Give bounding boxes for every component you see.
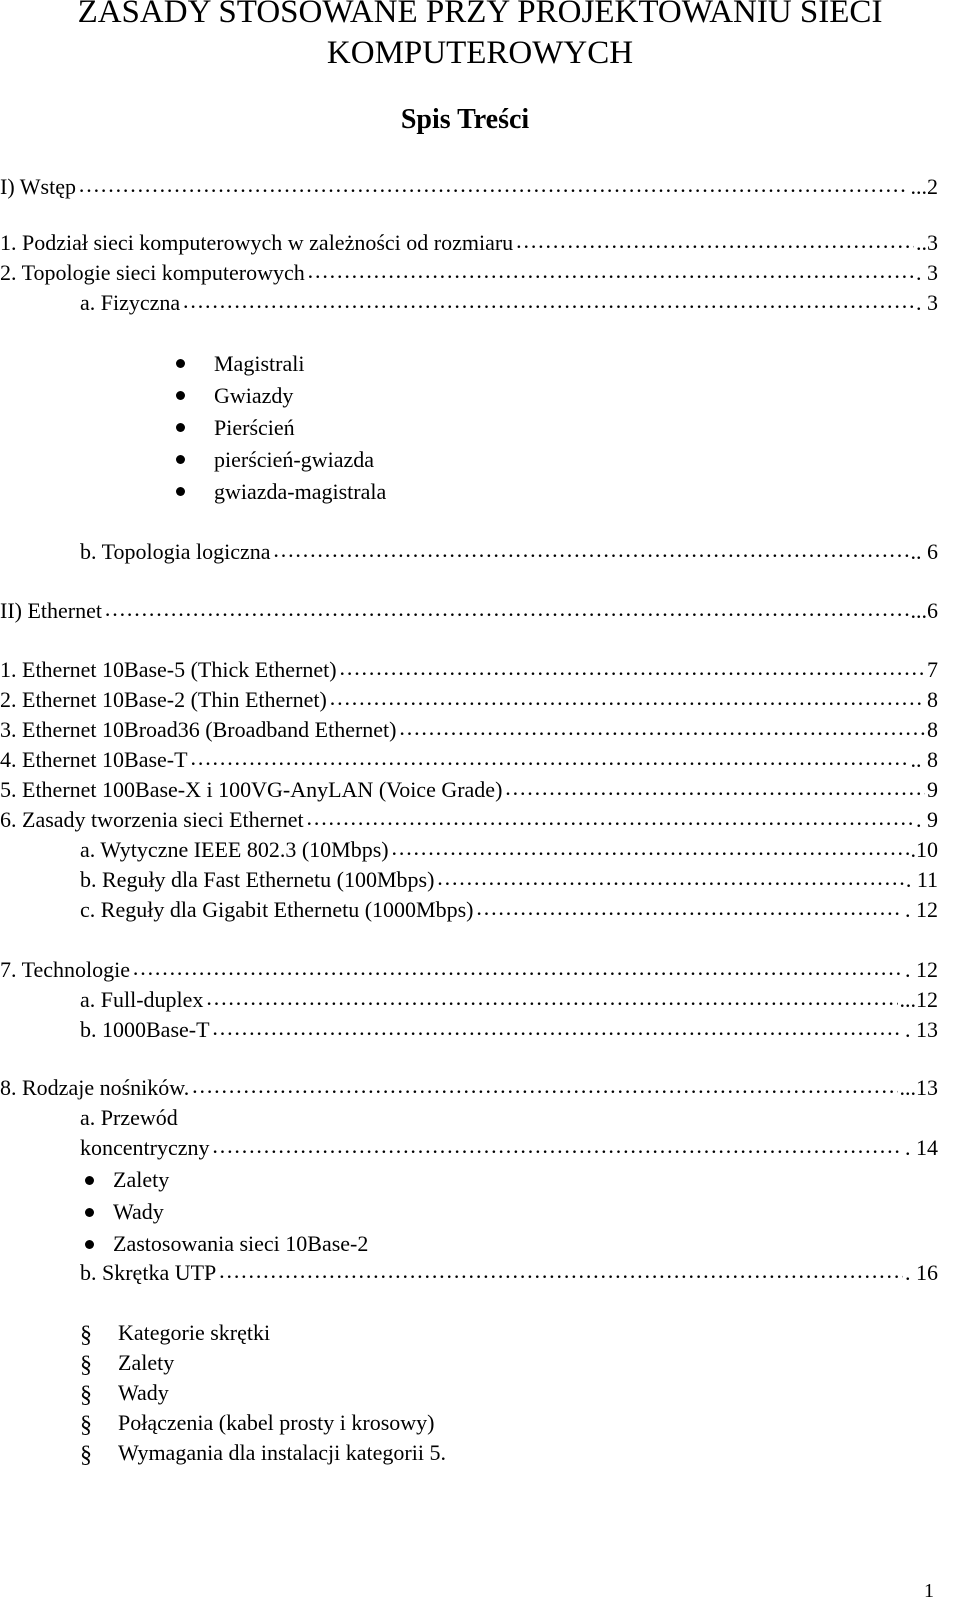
toc-entry-page: . 12 — [905, 957, 938, 982]
bullet-icon — [85, 1176, 94, 1185]
toc-entry-page: 7 — [927, 657, 938, 682]
toc-entry-label: 5. Ethernet 100Base-X i 100VG-AnyLAN (Voice Grade) — [0, 777, 503, 802]
toc-entry-page: . 13 — [905, 1017, 938, 1042]
toc-entry-network-division[interactable] — [0, 228, 938, 258]
bullet-icon — [176, 455, 185, 464]
dot-leader — [190, 745, 909, 773]
toc-entry-coax-label[interactable]: a. Przewód — [80, 1105, 178, 1130]
toc-entry-page: . 3 — [916, 290, 938, 315]
toc-entry-10baset[interactable] — [0, 745, 938, 775]
toc-entry-page: ...6 — [910, 598, 938, 623]
toc-entry-label: 2. Topologie sieci komputerowych — [0, 260, 305, 285]
toc-entry-label: a. Wytyczne IEEE 802.3 (10Mbps) — [80, 837, 389, 862]
section-sign-icon: § — [80, 1382, 92, 1408]
toc-entry-1000baset[interactable] — [80, 1015, 938, 1045]
toc-entry-ethernet[interactable] — [0, 596, 938, 626]
toc-entry-page: 8 — [927, 717, 938, 742]
toc-entry-page: . 14 — [905, 1135, 938, 1160]
toc-subitem[interactable]: Wady — [118, 1380, 169, 1405]
toc-entry-label: 4. Ethernet 10Base-T — [0, 747, 188, 772]
title-line-2: KOMPUTEROWYCH — [326, 35, 634, 71]
toc-entry-page: ...2 — [910, 174, 938, 199]
dot-leader — [132, 955, 903, 983]
bullet-icon — [176, 359, 185, 368]
toc-entry-label: 7. Technologie — [0, 957, 131, 982]
dot-leader — [398, 715, 925, 743]
page-number: 1 — [924, 1580, 934, 1602]
toc-entry-label: koncentryczny — [80, 1135, 210, 1160]
toc-subitem[interactable]: Zastosowania sieci 10Base-2 — [113, 1231, 369, 1256]
dot-leader — [515, 228, 914, 256]
dot-leader — [391, 835, 909, 863]
toc-subitem[interactable]: gwiazda-magistrala — [214, 479, 387, 504]
toc-entry-label: b. Reguły dla Fast Ethernetu (100Mbps) — [80, 867, 435, 892]
dot-leader — [273, 537, 909, 565]
section-sign-icon: § — [80, 1322, 92, 1348]
toc-subitem[interactable]: Kategorie skrętki — [118, 1320, 271, 1345]
toc-entry-technologies[interactable] — [0, 955, 938, 985]
toc-entry-label: II) Ethernet — [0, 598, 102, 623]
toc-subitem[interactable]: Zalety — [113, 1167, 170, 1192]
dot-leader — [504, 775, 925, 803]
toc-subitem[interactable]: pierścień-gwiazda — [214, 447, 375, 472]
toc-entry-10base5[interactable] — [0, 655, 938, 685]
toc-entry-full-duplex[interactable] — [80, 985, 938, 1015]
toc-subitem[interactable]: Pierścień — [214, 415, 295, 440]
bullet-icon — [176, 487, 185, 496]
toc-entry-label: I) Wstęp — [0, 174, 76, 199]
toc-entry-coax[interactable] — [80, 1133, 938, 1163]
toc-entry-utp[interactable] — [80, 1258, 938, 1288]
section-sign-icon: § — [80, 1352, 92, 1378]
dot-leader — [436, 865, 903, 893]
dot-leader — [191, 1073, 897, 1101]
toc-entry-page: . 16 — [905, 1260, 938, 1285]
dot-leader — [212, 1015, 903, 1043]
dot-leader — [212, 1133, 904, 1161]
section-sign-icon: § — [80, 1412, 92, 1438]
toc-subitem[interactable]: Wady — [113, 1199, 164, 1224]
toc-entry-page: ...13 — [899, 1075, 938, 1100]
toc-entry-10base2[interactable] — [0, 685, 938, 715]
toc-entry-topologies[interactable] — [0, 258, 938, 288]
toc-entry-page: . 11 — [905, 867, 938, 892]
toc-entry-label: b. Topologia logiczna — [80, 539, 271, 564]
toc-entry-label: a. Fizyczna — [80, 290, 181, 315]
toc-entry-label: b. Skrętka UTP — [80, 1260, 217, 1285]
dot-leader — [306, 805, 914, 833]
toc-entry-media[interactable] — [0, 1073, 938, 1103]
toc-entry-ieee8023[interactable] — [80, 835, 938, 865]
toc-subitem[interactable]: Połączenia (kabel prosty i krosowy) — [118, 1410, 435, 1435]
toc-entry-100basex[interactable] — [0, 775, 938, 805]
toc-entry-label: 8. Rodzaje nośników. — [0, 1075, 190, 1100]
toc-entry-page: .10 — [910, 837, 938, 862]
toc-subitem[interactable]: Magistrali — [214, 351, 305, 376]
toc-entry-page: .. 8 — [910, 747, 938, 772]
toc-entry-intro[interactable] — [0, 172, 938, 202]
toc-entry-ethernet-rules[interactable] — [0, 805, 938, 835]
toc-entry-label: 3. Ethernet 10Broad36 (Broadband Ethernet) — [0, 717, 397, 742]
toc-entry-label: a. Full-duplex — [80, 987, 204, 1012]
dot-leader — [205, 985, 897, 1013]
bullet-icon — [176, 423, 185, 432]
toc-entry-page: 9 — [927, 777, 938, 802]
toc-entry-page: . 9 — [916, 807, 938, 832]
dot-leader — [104, 596, 909, 624]
bullet-icon — [85, 1208, 94, 1217]
bullet-icon — [176, 391, 185, 400]
toc-entry-page: ...12 — [899, 987, 938, 1012]
toc-entry-physical[interactable] — [80, 288, 938, 318]
section-sign-icon: § — [80, 1442, 92, 1468]
toc-entry-page: .. 6 — [910, 539, 938, 564]
toc-entry-logical[interactable] — [80, 537, 938, 567]
toc-entry-page: 8 — [927, 687, 938, 712]
toc-entry-page: ..3 — [916, 230, 938, 255]
dot-leader — [475, 895, 903, 923]
toc-subitem[interactable]: Gwiazdy — [214, 383, 294, 408]
toc-subitem[interactable]: Wymagania dla instalacji kategorii 5. — [118, 1440, 446, 1465]
toc-entry-label: 1. Ethernet 10Base-5 (Thick Ethernet) — [0, 657, 337, 682]
dot-leader — [329, 685, 925, 713]
toc-entry-page: . 3 — [916, 260, 938, 285]
bullet-icon — [85, 1240, 94, 1249]
toc-entry-gigabit[interactable] — [80, 895, 938, 925]
dot-leader — [218, 1258, 903, 1286]
document-title — [0, 0, 960, 74]
toc-entry-page: . 12 — [905, 897, 938, 922]
dot-leader — [182, 288, 914, 316]
dot-leader — [307, 258, 914, 286]
toc-entry-label: c. Reguły dla Gigabit Ethernetu (1000Mbps) — [80, 897, 474, 922]
dot-leader — [78, 172, 909, 200]
toc-entry-10broad36[interactable] — [0, 715, 938, 745]
toc-heading: Spis Treści — [400, 104, 530, 135]
toc-entry-label: 6. Zasady tworzenia sieci Ethernet — [0, 807, 304, 832]
toc-entry-label: 1. Podział sieci komputerowych w zależności od rozmiaru — [0, 230, 514, 255]
toc-entry-fast-ethernet[interactable] — [80, 865, 938, 895]
toc-entry-label: 2. Ethernet 10Base-2 (Thin Ethernet) — [0, 687, 327, 712]
dot-leader — [339, 655, 925, 683]
title-line-1: ZASADY STOSOWANE PRZY PROJEKTOWANIU SIECI — [77, 0, 883, 30]
toc-entry-label: b. 1000Base-T — [80, 1017, 210, 1042]
toc-subitem[interactable]: Zalety — [118, 1350, 175, 1375]
